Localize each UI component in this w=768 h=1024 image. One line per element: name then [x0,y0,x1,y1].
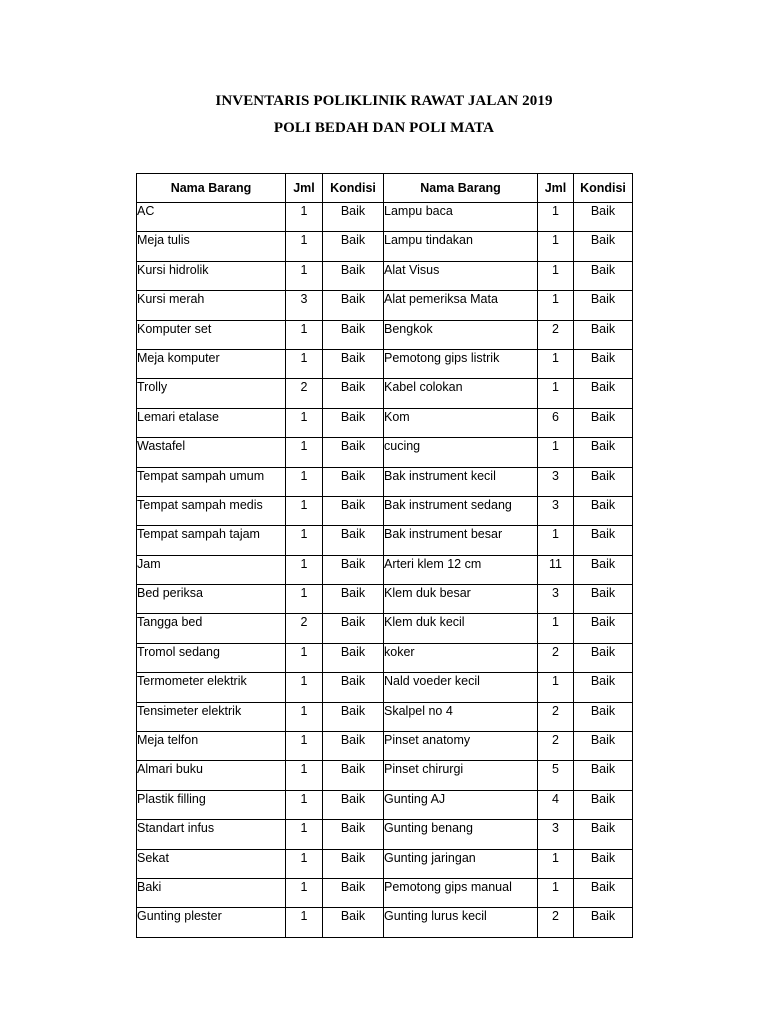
cell-jml-left: 1 [286,438,323,467]
table-row [137,496,633,525]
cell-kondisi-right: Baik [574,849,633,878]
cell-kondisi-left: Baik [323,878,384,907]
cell-kondisi-left: Baik [323,761,384,790]
cell-nama-barang-left: Meja tulis [137,232,286,261]
cell-jml-right: 1 [538,614,574,643]
cell-jml-right: 3 [538,467,574,496]
cell-kondisi-right: Baik [574,878,633,907]
cell-nama-barang-right: koker [384,643,538,672]
cell-nama-barang-left: Termometer elektrik [137,673,286,702]
cell-jml-right: 5 [538,761,574,790]
cell-nama-barang-left: Baki [137,878,286,907]
table-row [137,878,633,907]
cell-kondisi-left: Baik [323,291,384,320]
cell-kondisi-right: Baik [574,349,633,378]
cell-jml-right: 1 [538,878,574,907]
cell-nama-barang-right: Lampu tindakan [384,232,538,261]
cell-jml-left: 1 [286,849,323,878]
cell-nama-barang-left: Tempat sampah tajam [137,526,286,555]
cell-jml-right: 2 [538,732,574,761]
cell-jml-left: 1 [286,908,323,937]
table-row [137,438,633,467]
cell-jml-left: 1 [286,643,323,672]
table-row [137,761,633,790]
cell-kondisi-left: Baik [323,438,384,467]
cell-kondisi-right: Baik [574,379,633,408]
cell-kondisi-right: Baik [574,467,633,496]
cell-nama-barang-left: Tempat sampah medis [137,496,286,525]
cell-kondisi-right: Baik [574,732,633,761]
cell-kondisi-right: Baik [574,526,633,555]
cell-nama-barang-left: Bed periksa [137,585,286,614]
cell-kondisi-left: Baik [323,379,384,408]
cell-jml-left: 1 [286,349,323,378]
header-kondisi-right: Kondisi [574,174,633,203]
inventory-table [136,173,633,938]
table-row [137,467,633,496]
cell-kondisi-left: Baik [323,643,384,672]
cell-nama-barang-right: Bak instrument sedang [384,496,538,525]
cell-nama-barang-left: Plastik filling [137,790,286,819]
table-row [137,790,633,819]
cell-kondisi-left: Baik [323,820,384,849]
cell-jml-right: 1 [538,379,574,408]
table-row [137,379,633,408]
cell-kondisi-right: Baik [574,496,633,525]
cell-jml-right: 2 [538,908,574,937]
cell-nama-barang-right: Skalpel no 4 [384,702,538,731]
cell-kondisi-left: Baik [323,908,384,937]
cell-kondisi-left: Baik [323,203,384,232]
cell-kondisi-right: Baik [574,203,633,232]
cell-jml-left: 1 [286,203,323,232]
cell-jml-left: 1 [286,585,323,614]
cell-jml-left: 1 [286,320,323,349]
cell-jml-left: 1 [286,761,323,790]
cell-nama-barang-right: Pinset chirurgi [384,761,538,790]
cell-kondisi-left: Baik [323,702,384,731]
cell-kondisi-left: Baik [323,496,384,525]
cell-jml-right: 1 [538,673,574,702]
cell-kondisi-right: Baik [574,291,633,320]
cell-jml-right: 1 [538,526,574,555]
cell-jml-right: 2 [538,702,574,731]
cell-kondisi-right: Baik [574,408,633,437]
table-row [137,408,633,437]
cell-jml-right: 2 [538,643,574,672]
cell-nama-barang-right: Bengkok [384,320,538,349]
cell-kondisi-right: Baik [574,761,633,790]
cell-jml-left: 1 [286,820,323,849]
cell-nama-barang-left: Trolly [137,379,286,408]
table-row [137,261,633,290]
table-row [137,702,633,731]
cell-jml-left: 1 [286,496,323,525]
table-row [137,203,633,232]
cell-jml-left: 1 [286,467,323,496]
cell-jml-right: 1 [538,291,574,320]
cell-kondisi-left: Baik [323,408,384,437]
cell-jml-right: 3 [538,585,574,614]
cell-jml-left: 1 [286,732,323,761]
cell-kondisi-right: Baik [574,232,633,261]
cell-jml-right: 1 [538,438,574,467]
cell-nama-barang-left: Kursi merah [137,291,286,320]
cell-kondisi-right: Baik [574,585,633,614]
cell-kondisi-left: Baik [323,849,384,878]
cell-jml-right: 1 [538,203,574,232]
cell-nama-barang-left: Jam [137,555,286,584]
table-row [137,585,633,614]
cell-nama-barang-left: Almari buku [137,761,286,790]
table-row [137,349,633,378]
cell-jml-right: 6 [538,408,574,437]
cell-kondisi-left: Baik [323,732,384,761]
cell-nama-barang-left: Kursi hidrolik [137,261,286,290]
cell-kondisi-right: Baik [574,702,633,731]
cell-nama-barang-left: Komputer set [137,320,286,349]
cell-nama-barang-left: Tensimeter elektrik [137,702,286,731]
table-row [137,673,633,702]
cell-kondisi-left: Baik [323,261,384,290]
cell-kondisi-left: Baik [323,614,384,643]
table-row [137,820,633,849]
cell-jml-right: 1 [538,261,574,290]
cell-nama-barang-right: Gunting AJ [384,790,538,819]
cell-nama-barang-left: Tangga bed [137,614,286,643]
cell-nama-barang-right: Bak instrument kecil [384,467,538,496]
table-row [137,732,633,761]
cell-nama-barang-right: Pemotong gips manual [384,878,538,907]
cell-nama-barang-right: Gunting benang [384,820,538,849]
table-row [137,320,633,349]
header-nama-barang-left: Nama Barang [137,174,286,203]
cell-jml-right: 3 [538,496,574,525]
table-row [137,555,633,584]
table-header-row [137,174,633,203]
cell-kondisi-left: Baik [323,232,384,261]
cell-jml-left: 1 [286,673,323,702]
cell-nama-barang-left: Wastafel [137,438,286,467]
cell-nama-barang-left: Gunting plester [137,908,286,937]
cell-kondisi-right: Baik [574,673,633,702]
cell-kondisi-right: Baik [574,614,633,643]
cell-jml-left: 2 [286,379,323,408]
cell-nama-barang-right: Klem duk besar [384,585,538,614]
cell-jml-left: 1 [286,878,323,907]
cell-jml-right: 4 [538,790,574,819]
cell-jml-right: 1 [538,349,574,378]
cell-kondisi-right: Baik [574,320,633,349]
cell-kondisi-left: Baik [323,790,384,819]
cell-jml-right: 1 [538,849,574,878]
cell-nama-barang-left: AC [137,203,286,232]
cell-nama-barang-right: cucing [384,438,538,467]
cell-nama-barang-left: Sekat [137,849,286,878]
table-row [137,643,633,672]
cell-jml-left: 1 [286,555,323,584]
cell-nama-barang-right: Nald voeder kecil [384,673,538,702]
cell-nama-barang-right: Kabel colokan [384,379,538,408]
cell-jml-right: 11 [538,555,574,584]
cell-kondisi-left: Baik [323,555,384,584]
cell-nama-barang-left: Standart infus [137,820,286,849]
cell-nama-barang-right: Pemotong gips listrik [384,349,538,378]
cell-jml-left: 1 [286,232,323,261]
cell-kondisi-right: Baik [574,261,633,290]
cell-nama-barang-right: Pinset anatomy [384,732,538,761]
cell-nama-barang-right: Kom [384,408,538,437]
table-row [137,232,633,261]
cell-nama-barang-left: Lemari etalase [137,408,286,437]
cell-nama-barang-right: Alat pemeriksa Mata [384,291,538,320]
cell-jml-left: 1 [286,790,323,819]
cell-kondisi-left: Baik [323,585,384,614]
header-nama-barang-right: Nama Barang [384,174,538,203]
cell-kondisi-right: Baik [574,438,633,467]
cell-jml-left: 1 [286,526,323,555]
cell-kondisi-right: Baik [574,820,633,849]
cell-kondisi-right: Baik [574,790,633,819]
table-row [137,291,633,320]
cell-nama-barang-right: Gunting jaringan [384,849,538,878]
document-title: INVENTARIS POLIKLINIK RAWAT JALAN 2019 [215,93,553,109]
table-row [137,526,633,555]
cell-jml-left: 1 [286,261,323,290]
cell-kondisi-left: Baik [323,467,384,496]
table-body [137,203,633,938]
document-subtitle: POLI BEDAH DAN POLI MATA [273,120,495,136]
cell-nama-barang-right: Lampu baca [384,203,538,232]
cell-jml-right: 2 [538,320,574,349]
cell-jml-right: 1 [538,232,574,261]
cell-jml-left: 1 [286,408,323,437]
cell-jml-left: 1 [286,702,323,731]
cell-nama-barang-left: Tromol sedang [137,643,286,672]
cell-kondisi-right: Baik [574,908,633,937]
cell-jml-right: 3 [538,820,574,849]
cell-nama-barang-left: Tempat sampah umum [137,467,286,496]
table-row [137,614,633,643]
cell-nama-barang-left: Meja komputer [137,349,286,378]
cell-jml-left: 3 [286,291,323,320]
header-jml-right: Jml [538,174,574,203]
table-row [137,908,633,937]
header-jml-left: Jml [286,174,323,203]
cell-kondisi-left: Baik [323,673,384,702]
cell-kondisi-left: Baik [323,349,384,378]
cell-nama-barang-left: Meja telfon [137,732,286,761]
cell-kondisi-left: Baik [323,320,384,349]
cell-nama-barang-right: Alat Visus [384,261,538,290]
cell-kondisi-left: Baik [323,526,384,555]
cell-jml-left: 2 [286,614,323,643]
cell-nama-barang-right: Bak instrument besar [384,526,538,555]
cell-kondisi-right: Baik [574,643,633,672]
cell-kondisi-right: Baik [574,555,633,584]
cell-nama-barang-right: Gunting lurus kecil [384,908,538,937]
cell-nama-barang-right: Klem duk kecil [384,614,538,643]
header-kondisi-left: Kondisi [323,174,384,203]
table-row [137,849,633,878]
cell-nama-barang-right: Arteri klem 12 cm [384,555,538,584]
